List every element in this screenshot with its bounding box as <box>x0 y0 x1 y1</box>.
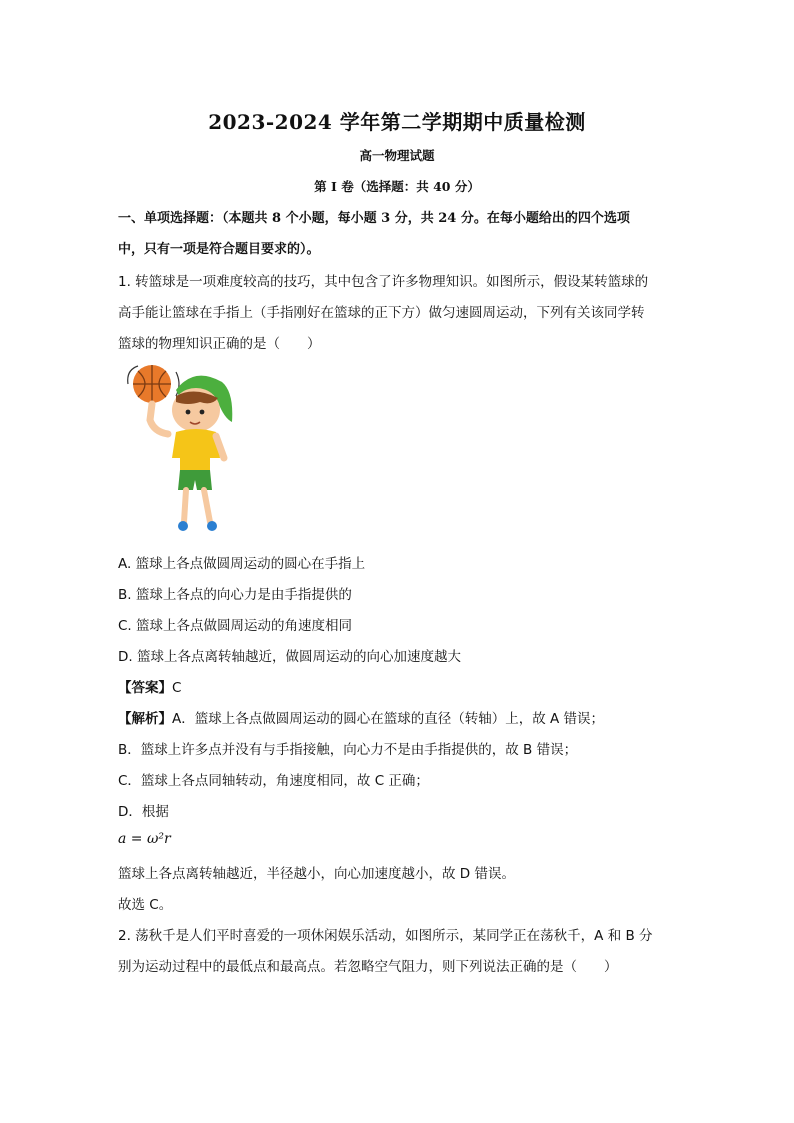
question-2-line1: 2. 荡秋千是人们平时喜爱的一项休闲娱乐活动，如图所示，某同学正在荡秋千，A 和 B 分 <box>118 928 653 944</box>
analysis-line3: C．篮球上各点同轴转动，角速度相同，故 C 正确； <box>118 773 429 789</box>
exam-title: 2023-2024 学年第二学期期中质量检测 <box>208 110 586 134</box>
analysis-label: 【解析】 <box>118 711 172 727</box>
answer-line <box>118 676 181 696</box>
exam-subtitle: 高一物理试题 <box>359 148 435 163</box>
formula: a = ω²r <box>118 831 171 847</box>
question-2-line2: 别为运动过程中的最低点和最高点。若忽略空气阻力，则下列说法正确的是（ ） <box>118 959 618 975</box>
question-1-line3: 篮球的物理知识正确的是（ ） <box>118 336 321 352</box>
option-b: B. 篮球上各点的向心力是由手指提供的 <box>118 587 352 603</box>
basketball-spinner-illustration <box>124 362 244 538</box>
analysis-line1 <box>118 707 604 727</box>
question-1-line1: 1. 转篮球是一项难度较高的技巧，其中包含了许多物理知识。如图所示，假设某转篮球的 <box>118 274 649 290</box>
option-c: C. 篮球上各点做圆周运动的角速度相同 <box>118 618 353 634</box>
shorts <box>178 470 212 490</box>
option-d: D. 篮球上各点离转轴越近，做圆周运动的向心加速度越大 <box>118 649 461 665</box>
question-1-line2: 高手能让篮球在手指上（手指刚好在篮球的正下方）做匀速圆周运动，下列有关该同学转 <box>118 305 645 321</box>
answer-value: C <box>172 680 182 696</box>
option-a: A. 篮球上各点做圆周运动的圆心在手指上 <box>118 556 366 572</box>
analysis-text-a: A．篮球上各点做圆周运动的圆心在篮球的直径（转轴）上，故 A 错误； <box>172 711 605 727</box>
answer-label: 【答案】 <box>118 680 172 696</box>
analysis-line4: D．根据 <box>118 804 169 820</box>
section-heading-line2: 中，只有一项是符合题目要求的）。 <box>118 242 320 257</box>
section-heading-line1: 一、单项选择题：（本题共 8 个小题，每小题 3 分，共 24 分。在每小题给出的四个选项 <box>118 211 630 226</box>
conclusion: 故选 C。 <box>118 897 173 913</box>
volume-heading: 第 I 卷（选择题：共 40 分） <box>314 179 480 194</box>
analysis-line2: B．篮球上许多点并没有与手指接触，向心力不是由手指提供的，故 B 错误； <box>118 742 578 758</box>
analysis-line5: 篮球上各点离转轴越近，半径越小，向心加速度越小，故 D 错误。 <box>118 866 515 882</box>
